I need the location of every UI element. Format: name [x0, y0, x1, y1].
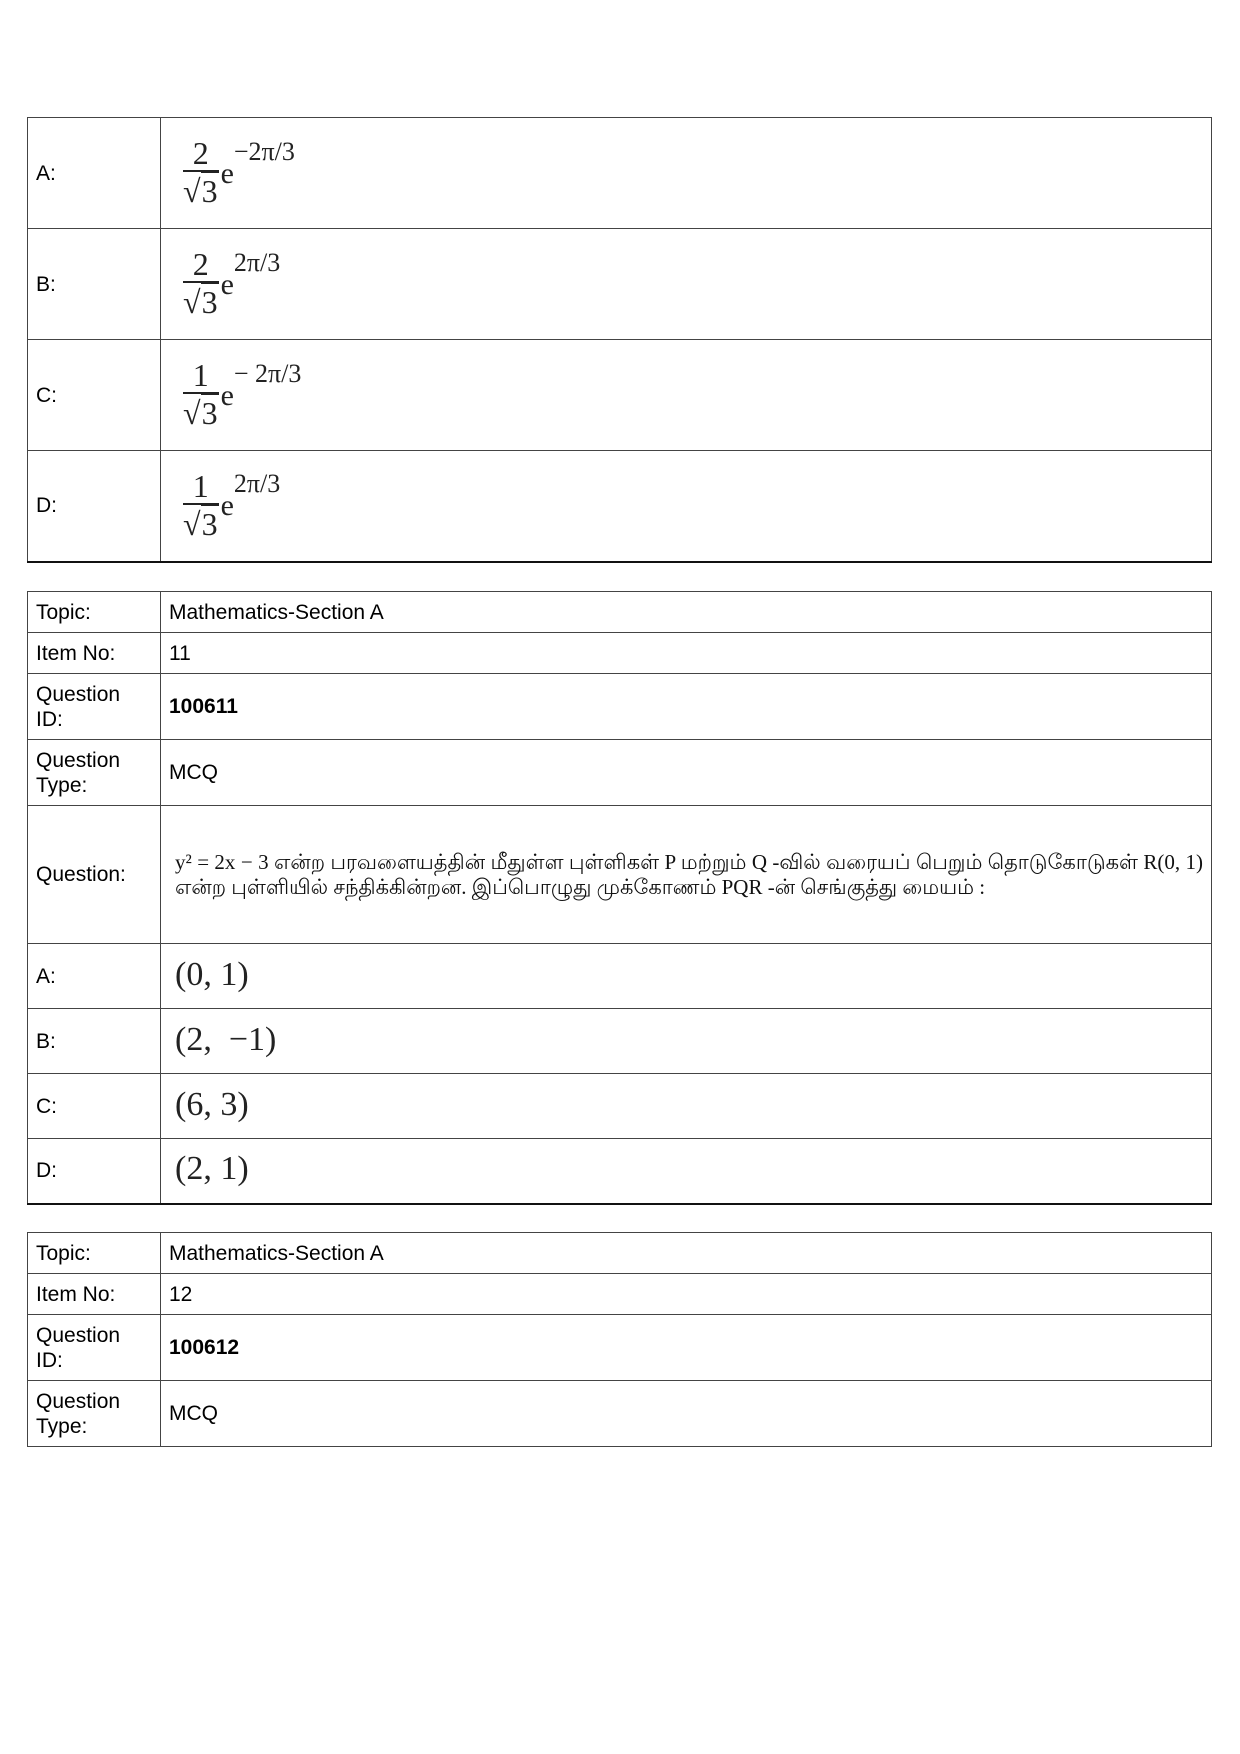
topic-label: Topic:	[28, 1233, 161, 1274]
question-type-value: MCQ	[161, 740, 1212, 806]
option-label: A:	[28, 944, 161, 1009]
option-value: (0, 1)	[161, 944, 1212, 1009]
topic-label: Topic:	[28, 592, 161, 633]
item-value: 11	[161, 633, 1212, 674]
question-type-label: Question Type:	[28, 740, 161, 806]
fraction: $\frac{2}{√3}$	[183, 246, 218, 320]
topic-row	[28, 592, 1212, 633]
option-row-a	[28, 944, 1212, 1009]
question-id-label: Question ID:	[28, 1315, 161, 1381]
option-label: C:	[28, 340, 161, 451]
option-row-b	[28, 1009, 1212, 1074]
option-row-c	[28, 340, 1212, 451]
option-label: D:	[28, 451, 161, 562]
item-row	[28, 1274, 1212, 1315]
option-label: A:	[28, 118, 161, 229]
question-id-row	[28, 674, 1212, 740]
item-label: Item No:	[28, 1274, 161, 1315]
question-id-label: Question ID:	[28, 674, 161, 740]
option-row-d	[28, 1139, 1212, 1204]
fraction: $\frac{2}{√3}$	[183, 135, 218, 209]
topic-value: Mathematics-Section A	[161, 592, 1212, 633]
question-id-value: 100611	[161, 674, 1212, 740]
item-row	[28, 633, 1212, 674]
fraction: $\frac{1}{√3}$	[183, 467, 218, 542]
question-12-table	[27, 1232, 1212, 1447]
option-label: B:	[28, 1009, 161, 1074]
option-value: $\frac{1}{√3}$ e− 2π/3	[161, 340, 1212, 451]
option-row-b	[28, 229, 1212, 340]
option-row-d	[28, 451, 1212, 562]
option-label: B:	[28, 229, 161, 340]
question-label: Question:	[28, 806, 161, 944]
topic-value: Mathematics-Section A	[161, 1233, 1212, 1274]
option-row-a	[28, 118, 1212, 229]
topic-row	[28, 1233, 1212, 1274]
option-value: $\frac{2}{√3}$ e2π/3	[161, 229, 1212, 340]
question-11-table	[27, 591, 1212, 1205]
option-value: (2, 1)	[161, 1139, 1212, 1204]
question-type-row	[28, 740, 1212, 806]
option-value: $\frac{1}{√3}$ e2π/3	[161, 451, 1212, 562]
item-label: Item No:	[28, 633, 161, 674]
option-label: C:	[28, 1074, 161, 1139]
question-row	[28, 806, 1212, 944]
option-value: $\frac{2}{√3}$ e−2π/3	[161, 118, 1212, 229]
fraction: $\frac{1}{√3}$	[183, 357, 218, 431]
option-value: (2, −1)	[161, 1009, 1212, 1074]
option-value: (6, 3)	[161, 1074, 1212, 1139]
previous-question-options-table	[27, 117, 1212, 563]
question-type-value: MCQ	[161, 1381, 1212, 1447]
option-row-c	[28, 1074, 1212, 1139]
question-type-label: Question Type:	[28, 1381, 161, 1447]
question-id-value: 100612	[161, 1315, 1212, 1381]
item-value: 12	[161, 1274, 1212, 1315]
question-type-row	[28, 1381, 1212, 1447]
option-label: D:	[28, 1139, 161, 1204]
question-text: y² = 2x − 3 என்ற பரவளையத்தின் மீதுள்ள புள்ளிகள் P மற்றும் Q -வில் வரையப் பெறும் தொடுகோடுகள் R(0, 1) என்ற புள்ளியில் சந்திக்கின்றன. இப்பொழுது முக்கோணம் PQR -ன் செங்குத்து மையம் :	[161, 806, 1212, 944]
question-id-row	[28, 1315, 1212, 1381]
